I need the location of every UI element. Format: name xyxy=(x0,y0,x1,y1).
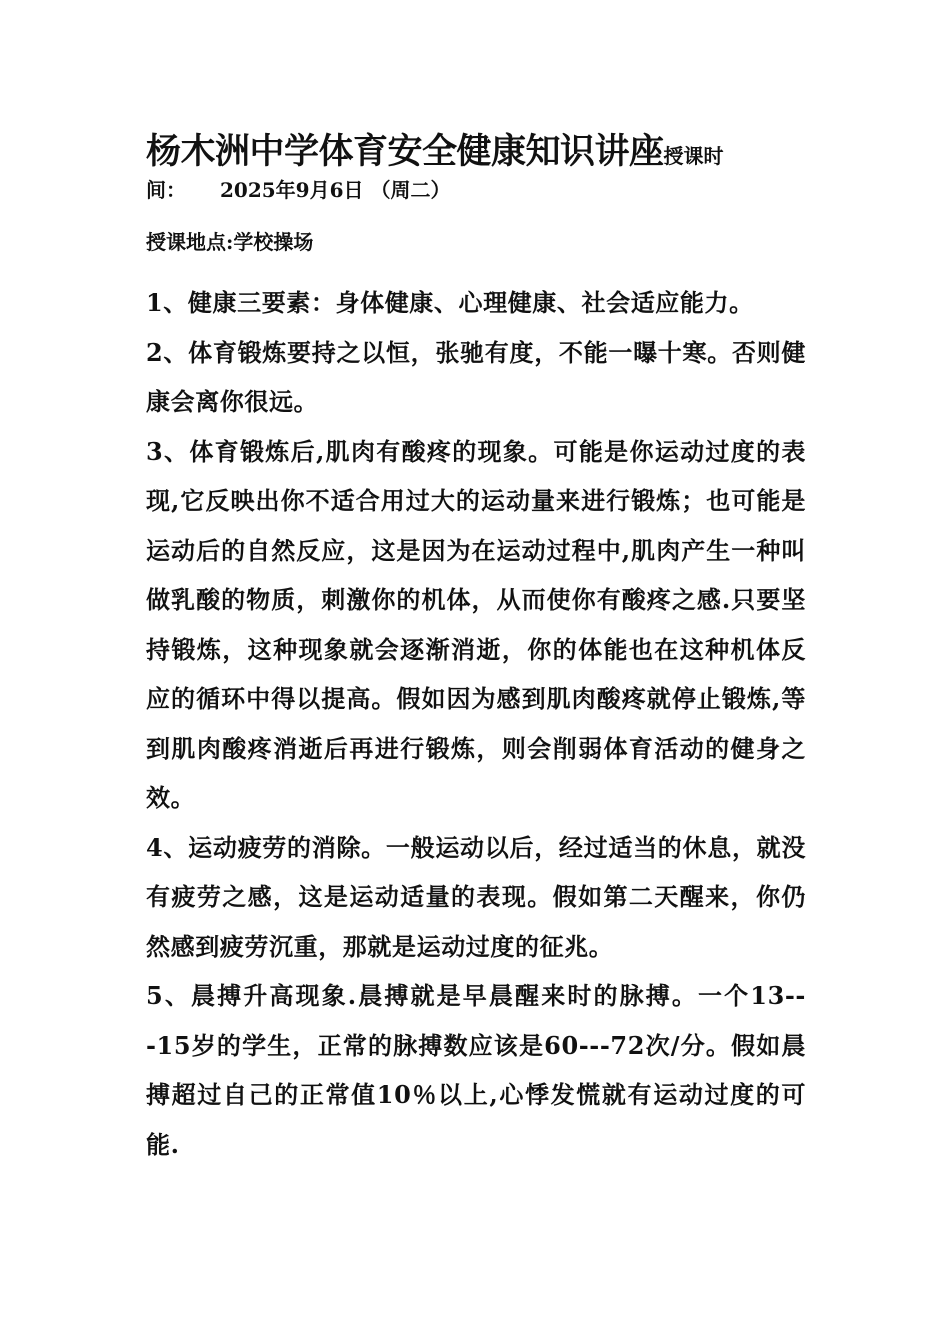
lecture-date: 2025年9月6日 （周二） xyxy=(220,178,451,202)
document-title: 杨木洲中学体育安全健康知识讲座 xyxy=(146,132,664,172)
content-body xyxy=(146,278,806,1169)
time-label-start: 授课时 xyxy=(663,144,724,168)
paragraph-5: 5、晨搏升高现象.晨搏就是早晨醒来时的脉搏。一个13---15岁的学生，正常的脉搏数应该是60---72次/分。假如晨搏超过自己的正常值10％以上,心悸发慌就有运动过度的可能. xyxy=(146,981,806,1159)
paragraph-1: 1、健康三要素：身体健康、心理健康、社会适应能力。 xyxy=(146,288,754,317)
time-label-end: 间： xyxy=(146,178,186,202)
paragraph-4: 4、运动疲劳的消除。一般运动以后，经过适当的休息，就没有疲劳之感，这是运动适量的表现。假如第二天醒来，你仍然感到疲劳沉重，那就是运动过度的征兆。 xyxy=(146,832,806,961)
document-page xyxy=(146,128,806,1169)
lecture-location: 授课地点:学校操场 xyxy=(146,230,314,254)
title-line xyxy=(146,128,806,176)
paragraph-2: 2、体育锻炼要持之以恒，张驰有度，不能一曝十寒。否则健康会离你很远。 xyxy=(146,337,806,416)
time-line xyxy=(146,176,806,204)
paragraph-3: 3、体育锻炼后,肌肉有酸疼的现象。可能是你运动过度的表现,它反映出你不适合用过大的运动量来进行锻炼；也可能是运动后的自然反应，这是因为在运动过程中,肌肉产生一种叫做乳酸的物质，刺激你的机体，从而使你有酸疼之感.只要坚持锻炼，这种现象就会逐渐消逝，你的体能也在这种机体反应的循环中得以提高。假如因为感到肌肉酸疼就停止锻炼,等到肌肉酸疼消逝后再进行锻炼，则会削弱体育活动的健身之效。 xyxy=(146,436,806,812)
